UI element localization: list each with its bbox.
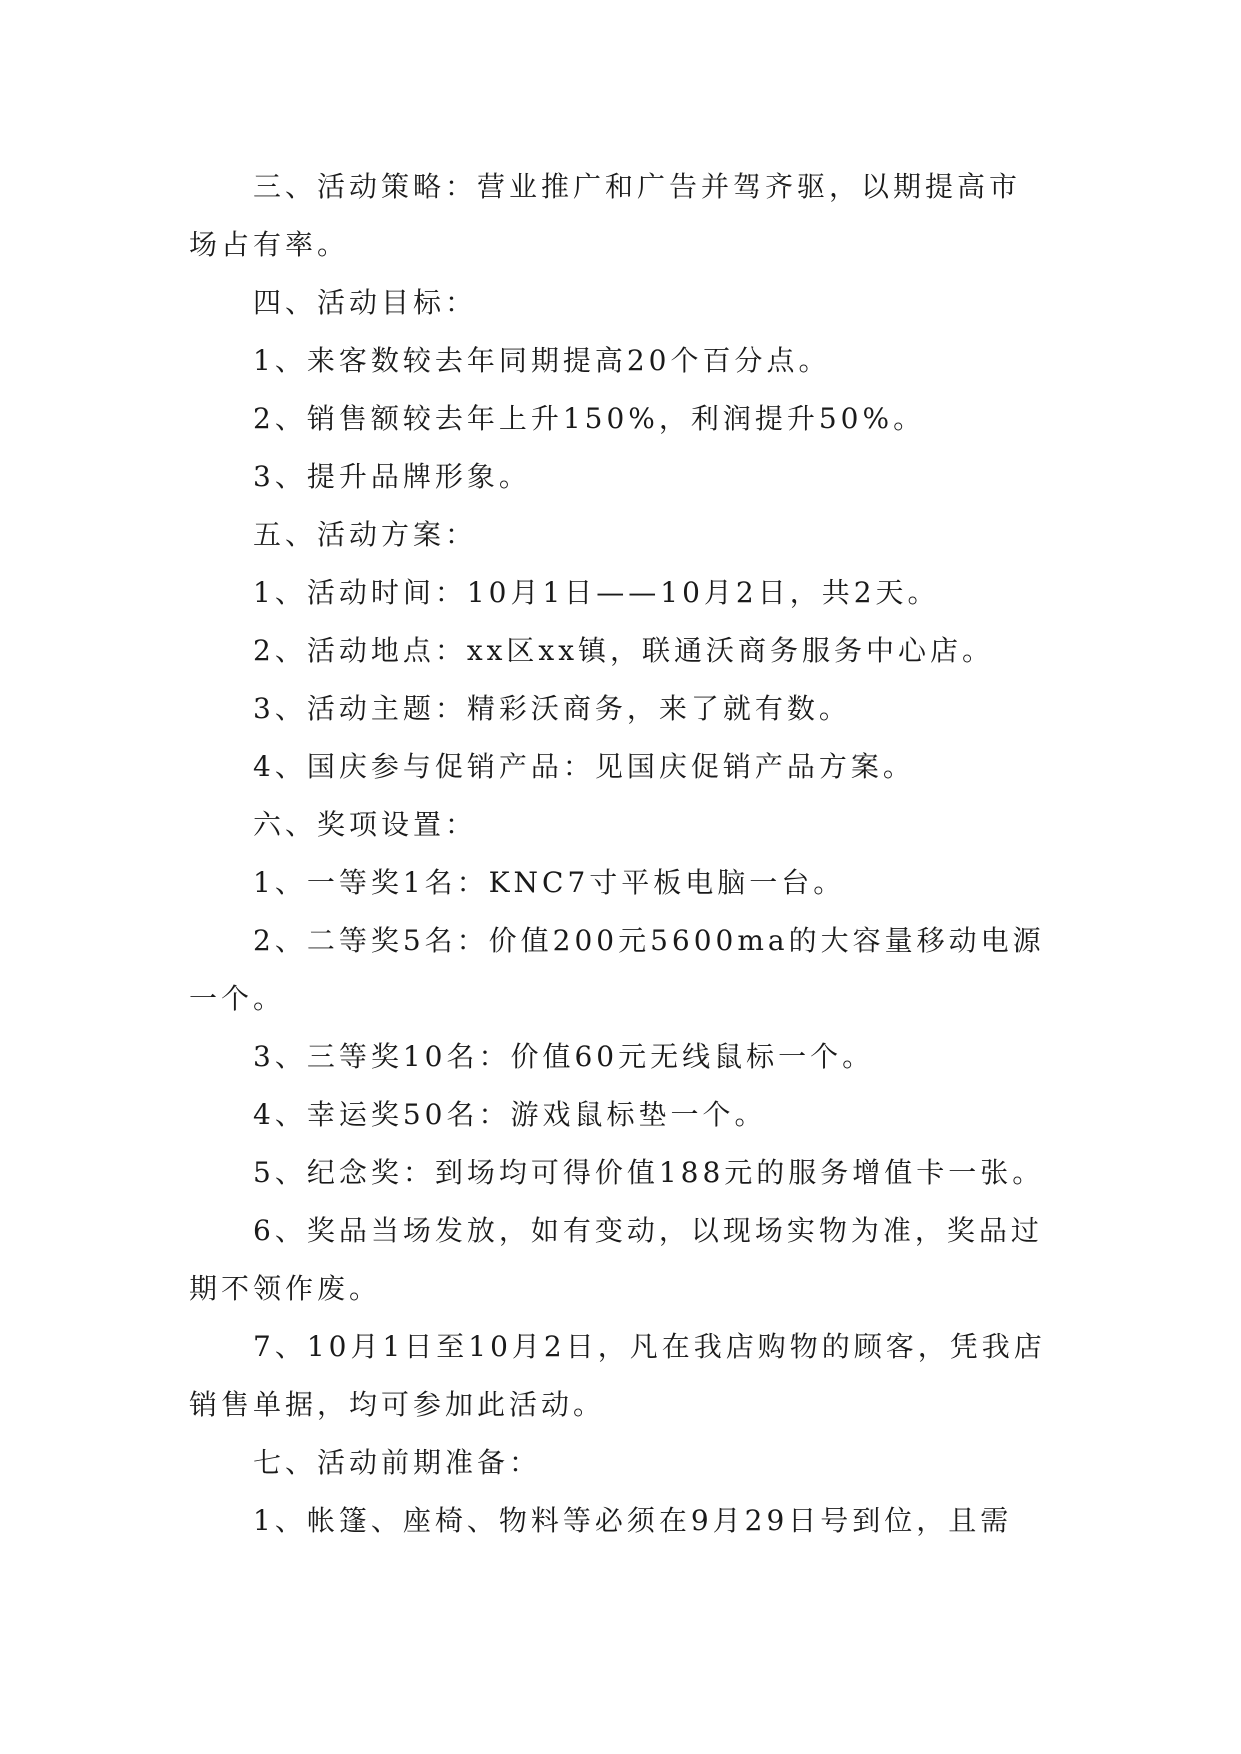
paragraph-goal-2: 2、销售额较去年上升150%，利润提升50%。 <box>253 402 926 435</box>
paragraph-prize-3: 3、三等奖10名：价值60元无线鼠标一个。 <box>253 1040 875 1073</box>
heading-plan: 五、活动方案： <box>253 518 478 551</box>
paragraph-prize-2: 2、二等奖5名：价值200元5600ma的大容量移动电源一个。 <box>189 924 1045 1015</box>
paragraph-prize-7: 7、10月1日至10月2日，凡在我店购物的顾客，凭我店销售单据，均可参加此活动。 <box>189 1330 1046 1421</box>
paragraph-strategy: 三、活动策略：营业推广和广告并驾齐驱，以期提高市场占有率。 <box>189 170 1022 261</box>
paragraph-plan-2: 2、活动地点：xx区xx镇，联通沃商务服务中心店。 <box>253 634 994 667</box>
paragraph-prize-5: 5、纪念奖：到场均可得价值188元的服务增值卡一张。 <box>253 1156 1045 1189</box>
paragraph-prize-6: 6、奖品当场发放，如有变动，以现场实物为准，奖品过期不领作废。 <box>189 1214 1043 1305</box>
heading-goals: 四、活动目标： <box>253 286 478 319</box>
document-body <box>189 158 1049 1550</box>
paragraph-plan-3: 3、活动主题：精彩沃商务，来了就有数。 <box>253 692 851 725</box>
heading-prizes: 六、奖项设置： <box>253 808 478 841</box>
paragraph-preparation-1: 1、帐篷、座椅、物料等必须在9月29日号到位，且需 <box>253 1504 1013 1537</box>
paragraph-prize-1: 1、一等奖1名：KNC7寸平板电脑一台。 <box>253 866 846 899</box>
heading-preparation: 七、活动前期准备： <box>253 1446 542 1479</box>
paragraph-goal-3: 3、提升品牌形象。 <box>253 460 531 493</box>
paragraph-plan-4: 4、国庆参与促销产品：见国庆促销产品方案。 <box>253 750 915 783</box>
paragraph-plan-1: 1、活动时间：10月1日——10月2日，共2天。 <box>253 576 940 609</box>
paragraph-prize-4: 4、幸运奖50名：游戏鼠标垫一个。 <box>253 1098 767 1131</box>
paragraph-goal-1: 1、来客数较去年同期提高20个百分点。 <box>253 344 831 377</box>
